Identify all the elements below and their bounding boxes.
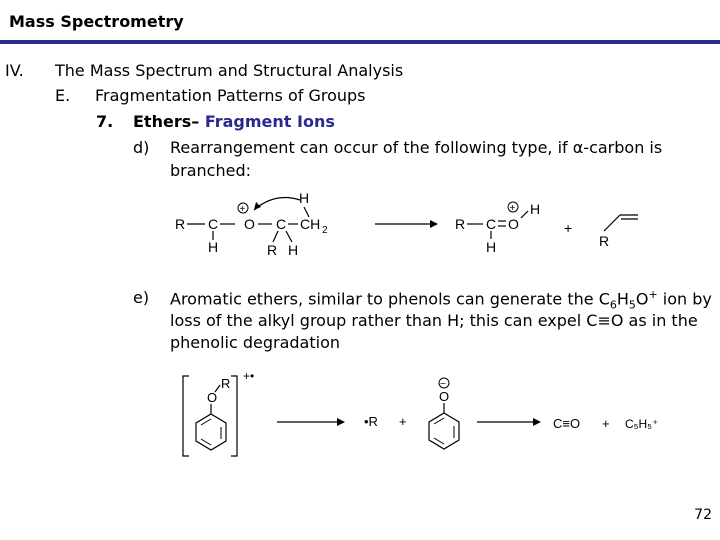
s2-charge: +• bbox=[243, 369, 255, 383]
s2-radical-r: •R bbox=[364, 414, 378, 429]
heading-fragment-ions: Fragment Ions bbox=[204, 112, 335, 131]
outline-number-heading bbox=[133, 112, 335, 131]
outline-roman-text: The Mass Spectrum and Structural Analysis bbox=[55, 61, 404, 80]
s1-prod-plus: + bbox=[509, 203, 516, 214]
heading-dash: – bbox=[191, 112, 200, 131]
s1-h-c2: H bbox=[288, 242, 299, 258]
outline-letter-text: Fragmentation Patterns of Groups bbox=[95, 86, 366, 105]
heading-ethers: Ethers bbox=[133, 112, 192, 131]
s1-prod-o: O bbox=[508, 216, 519, 232]
outline-roman: IV. bbox=[5, 61, 24, 80]
s2-r: R bbox=[221, 376, 231, 391]
item-d-label: d) bbox=[133, 138, 150, 157]
outline-number: 7. bbox=[96, 112, 114, 131]
s2-co: C≡O bbox=[553, 416, 581, 431]
s1-c2: C bbox=[276, 216, 287, 232]
s1-h-c1: H bbox=[208, 239, 219, 255]
outline-letter: E. bbox=[55, 86, 71, 105]
s1-alkene-r: R bbox=[599, 233, 610, 249]
s2-plus1: + bbox=[399, 414, 407, 429]
item-e-line3: phenolic degradation bbox=[170, 333, 340, 352]
s1-ch2: CH bbox=[300, 216, 321, 232]
s1-plus: + bbox=[239, 204, 246, 215]
s1-o: O bbox=[244, 216, 255, 232]
title-divider bbox=[0, 40, 720, 44]
s1-h-top: H bbox=[299, 190, 310, 206]
s1-plus-sign: + bbox=[564, 220, 573, 236]
s1-prod-r: R bbox=[455, 216, 466, 232]
rearrangement-scheme bbox=[160, 188, 680, 266]
slide-title: Mass Spectrometry bbox=[9, 12, 184, 31]
s1-r-c2: R bbox=[267, 242, 278, 258]
s2-o-anion: O bbox=[439, 389, 450, 404]
s1-prod-c: C bbox=[486, 216, 497, 232]
item-e-label: e) bbox=[133, 288, 150, 307]
s1-ch2-sub: 2 bbox=[322, 225, 328, 236]
s2-minus: − bbox=[440, 379, 446, 390]
item-e-line2: loss of the alkyl group rather than H; this can expel C≡O as in the bbox=[170, 311, 698, 330]
item-d-line2: branched: bbox=[170, 161, 252, 180]
s2-plus2: + bbox=[602, 416, 610, 431]
aromatic-ether-scheme bbox=[175, 368, 695, 463]
item-d-line1: Rearrangement can occur of the following type, if α-carbon is bbox=[170, 138, 663, 157]
s2-o: O bbox=[207, 390, 218, 405]
s1-c1: C bbox=[208, 216, 219, 232]
page-number: 72 bbox=[694, 507, 712, 523]
s1-r: R bbox=[175, 216, 186, 232]
s2-c5h5: C₅H₅⁺ bbox=[625, 417, 659, 431]
s1-prod-h-c: H bbox=[486, 239, 497, 255]
item-e-line1: Aromatic ethers, similar to phenols can generate the $C_6H_5O^+$ ion by bbox=[170, 288, 712, 312]
s1-prod-h-o: H bbox=[530, 201, 541, 217]
